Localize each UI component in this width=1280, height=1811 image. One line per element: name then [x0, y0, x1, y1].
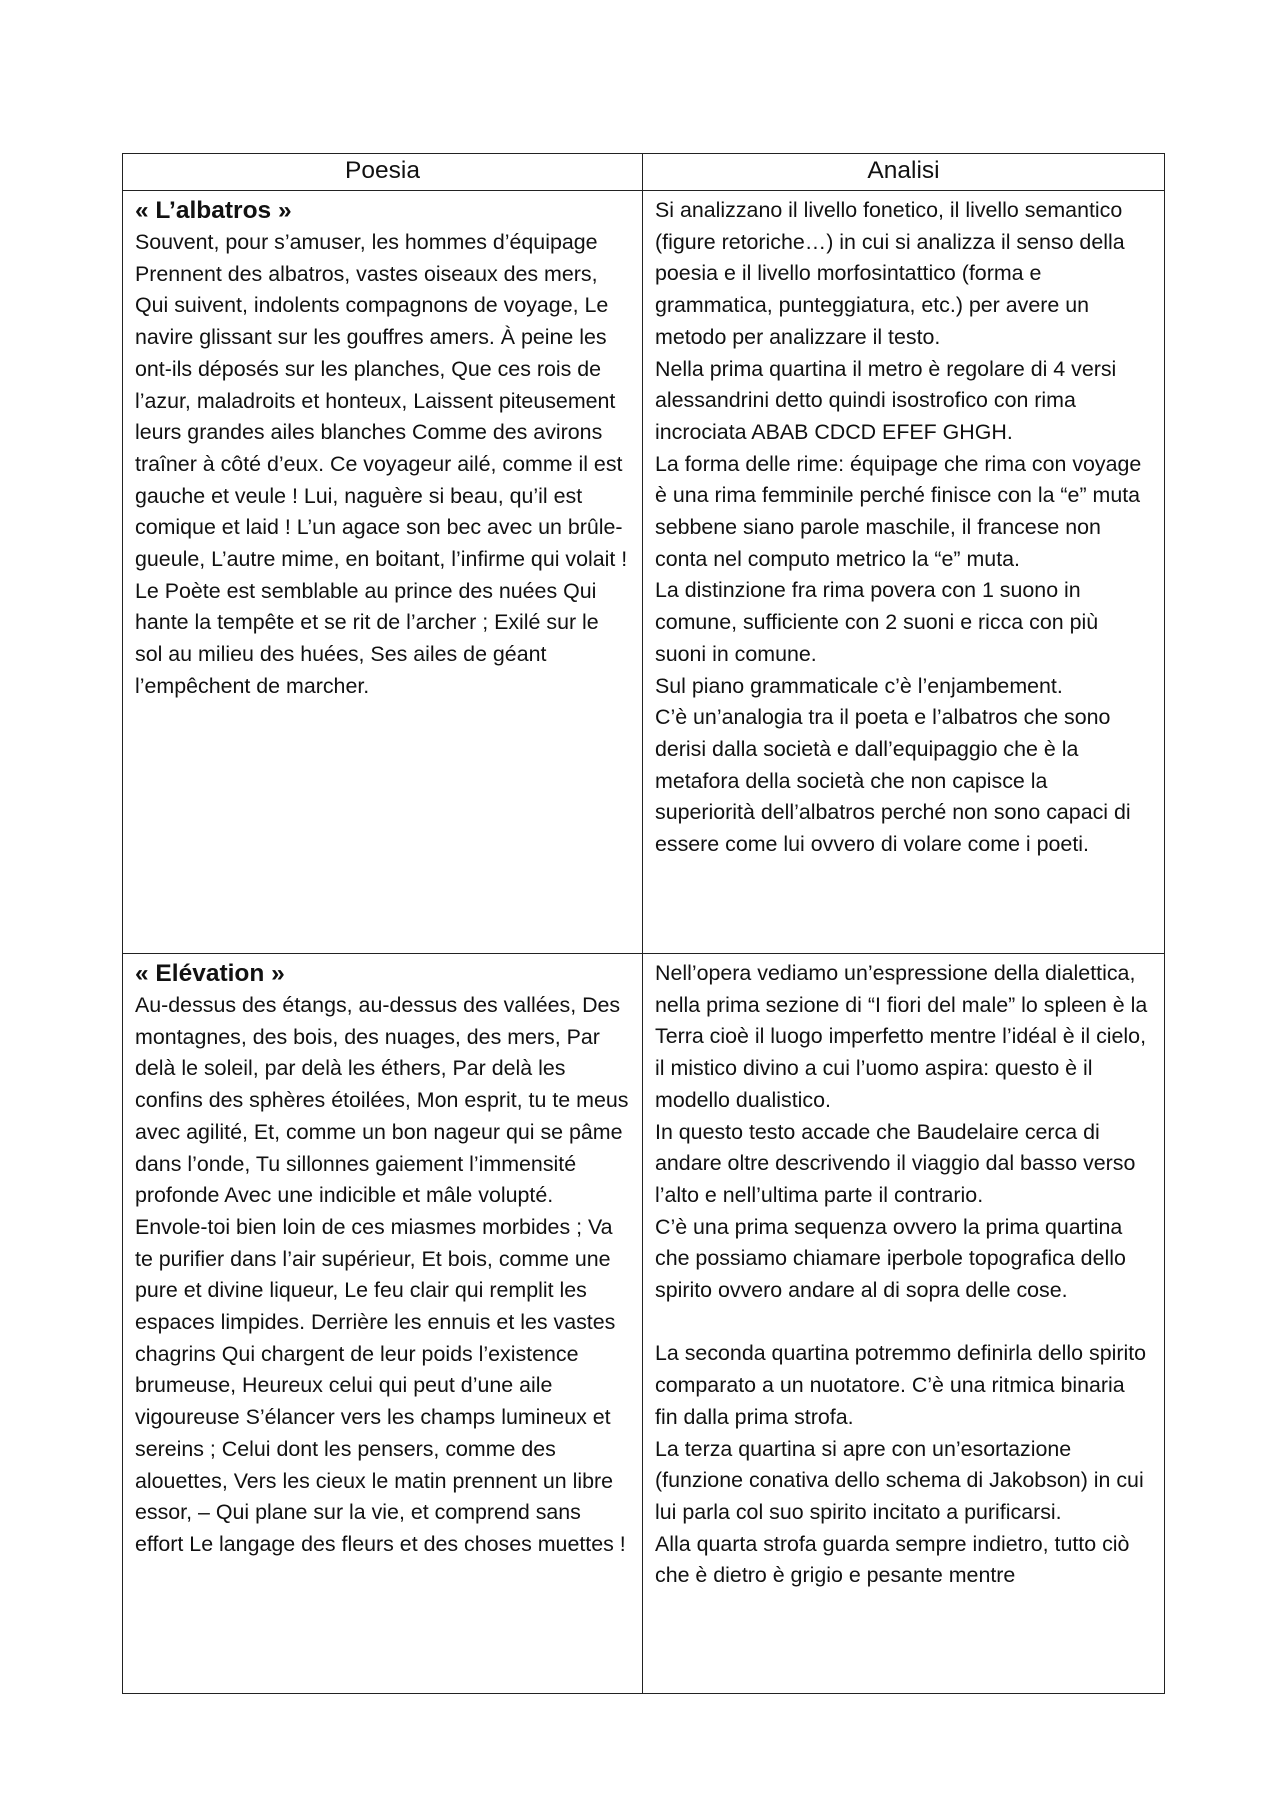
analysis-paragraph: La distinzione fra rima povera con 1 suono in comune, sufficiente con 2 suoni e ricca con più suoni in comune. — [655, 578, 1099, 666]
table-row — [123, 954, 1165, 1694]
analysis-paragraph: Nell’opera vediamo un’espressione della dialettica, nella prima sezione di “I fiori del male” lo spleen è la Terra cioè il luogo imperfetto mentre l’idéal è il cielo, il mistico divino a cui l’uomo aspira: questo è il modello dualistico. — [655, 961, 1148, 1112]
poem-text: Souvent, pour s’amuser, les hommes d’équipage Prennent des albatros, vastes oiseaux des mers, Qui suivent, indolents compagnons de voyage, Le navire glissant sur les gouffres amers. À peine les ont-ils déposés sur les planches, Que ces rois de l’azur, maladroits et honteux, Laissent piteusement leurs grandes ailes blanches Comme des avirons traîner à côté d’eux. Ce voyageur ailé, comme il est gauche et veule ! Lui, naguère si beau, qu’il est comique et laid ! L’un agace son bec avec un brûle-gueule, L’autre mime, en boitant, l’infirme qui volait ! Le Poète est semblable au prince des nuées Qui hante la tempête et se rit de l’archer ; Exilé sur le sol au milieu des huées, Ses ailes de géant l’empêchent de marcher. — [135, 230, 628, 698]
header-poesia: Poesia — [123, 154, 643, 191]
analysis-paragraph: C’è un’analogia tra il poeta e l’albatros che sono derisi dalla società e dall’equipaggio che è la metafora della società che non capisce la superiorità dell’albatros perché non sono capaci di essere come lui ovvero di volare come i poeti. — [655, 705, 1131, 857]
analysis-cell-albatros — [643, 191, 1165, 954]
analysis-paragraph: Nella prima quartina il metro è regolare di 4 versi alessandrini detto quindi isostrofico con rima incrociata ABAB CDCD EFEF GHGH. — [655, 356, 1117, 444]
analysis-paragraph: Alla quarta strofa guarda sempre indietro, tutto ciò che è dietro è grigio e pesante mentre — [655, 1531, 1130, 1588]
poem-text: Au-dessus des étangs, au-dessus des vallées, Des montagnes, des bois, des nuages, des mers, Par delà le soleil, par delà les éthers, Par delà les confins des sphères étoilées, Mon esprit, tu te meus avec agilité, Et, comme un bon nageur qui se pâme dans l’onde, Tu sillonnes gaiement l’immensité profonde Avec une indicible et mâle volupté. Envole-toi bien loin de ces miasmes morbides ; Va te purifier dans l’air supérieur, Et bois, comme une pure et divine liqueur, Le feu clair qui remplit les espaces limpides. Derrière les ennuis et les vastes chagrins Qui chargent de leur poids l’existence brumeuse, Heureux celui qui peut d’une aile vigoureuse S’élancer vers les champs lumineux et sereins ; Celui dont les pensers, comme des alouettes, Vers les cieux le matin prennent un libre essor, – Qui plane sur la vie, et comprend sans effort Le langage des fleurs et des choses muettes ! — [135, 993, 629, 1556]
table-row — [123, 191, 1165, 954]
poem-cell-elevation — [123, 954, 643, 1694]
poetry-analysis-table — [122, 153, 1165, 1694]
header-analisi: Analisi — [643, 154, 1165, 191]
analysis-paragraph: Si analizzano il livello fonetico, il livello semantico (figure retoriche…) in cui si analizza il senso della poesia e il livello morfosintattico (forma e grammatica, punteggiatura, etc.) per avere un metodo per analizzare il testo. — [655, 198, 1125, 349]
poem-title: « Elévation » — [135, 960, 285, 987]
analysis-paragraph: La terza quartina si apre con un’esortazione (funzione conativa dello schema di Jakobson) in cui lui parla col suo spirito incitato a purificarsi. — [655, 1436, 1144, 1524]
analysis-paragraph: C’è una prima sequenza ovvero la prima quartina che possiamo chiamare iperbole topografica dello spirito ovvero andare al di sopra delle cose. — [655, 1214, 1126, 1303]
analysis-paragraph: Sul piano grammaticale c’è l’enjambement. — [655, 673, 1063, 698]
analysis-paragraph: In questo testo accade che Baudelaire cerca di andare oltre descrivendo il viaggio dal basso verso l’alto e nell’ultima parte il contrario. — [655, 1119, 1136, 1207]
paragraph-spacer — [655, 1307, 1153, 1339]
document-page — [122, 153, 1164, 1694]
analysis-cell-elevation — [643, 954, 1165, 1694]
analysis-paragraph: La forma delle rime: équipage che rima con voyage è una rima femminile perché finisce con la “e” muta sebbene siano parole maschile, il francese non conta nel computo metrico la “e” muta. — [655, 451, 1142, 571]
analysis-paragraph: La seconda quartina potremmo definirla dello spirito comparato a un nuotatore. C’è una ritmica binaria fin dalla prima strofa. — [655, 1341, 1147, 1429]
poem-cell-albatros — [123, 191, 643, 954]
poem-title: « L’albatros » — [135, 197, 292, 224]
table-header-row — [123, 154, 1165, 191]
